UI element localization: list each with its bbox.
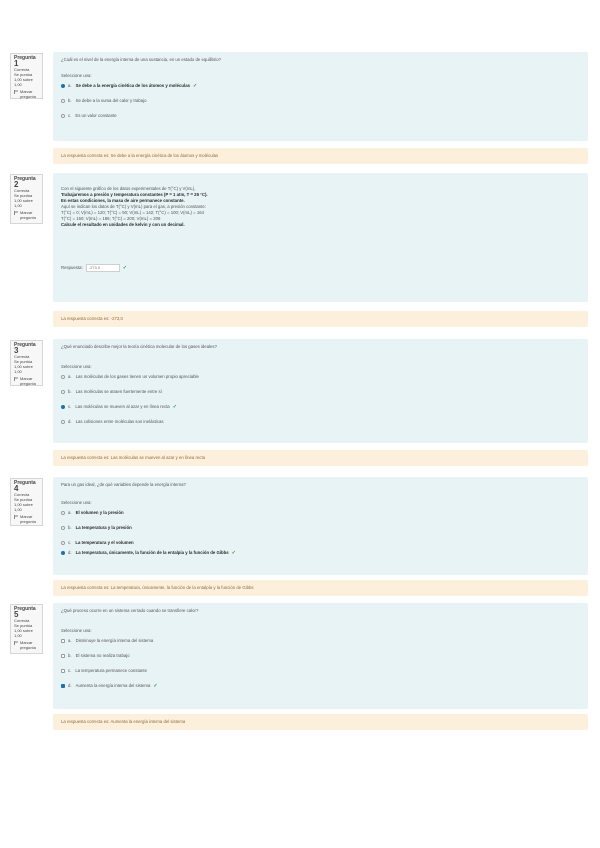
question-content-3 [53, 339, 588, 443]
radio-button[interactable] [61, 405, 65, 409]
question-line: T(°C) = 0; V(mL) = 120; T(°C) = 50; V(mL) = 142; T(°C) = 100; V(mL) = 164 [61, 210, 205, 215]
answer-option-c[interactable]: c. La temperatura y el volumen [61, 540, 580, 546]
question-score: Se puntúa 1,00 sobre 1,00 [14, 72, 33, 87]
flag-question-button[interactable]: Marcar pregunta [14, 640, 39, 650]
answer-option-a[interactable]: a. Disminuye la energía interna del sistema [61, 638, 580, 644]
question-status: Correcta [14, 492, 30, 497]
question-line: Aquí se indican los datos de T(°C) y V(mL) para el gas, a presión constante: [61, 204, 206, 209]
radio-button[interactable] [61, 390, 65, 394]
question-status: Correcta [14, 188, 30, 193]
question-status: Correcta [14, 354, 30, 359]
flag-question-button[interactable]: Marcar pregunta [14, 89, 39, 99]
radio-button[interactable] [61, 551, 65, 555]
question-content-5 [53, 603, 588, 709]
question-number: Pregunta 4 [14, 480, 36, 493]
checkbox[interactable] [61, 639, 65, 643]
answer-option-b[interactable]: b. Las moléculas se atraen fuertemente entre sí [61, 389, 580, 395]
answer-prompt: Seleccione una: [61, 364, 92, 369]
radio-button[interactable] [61, 511, 65, 515]
question-status: Correcta [14, 618, 30, 623]
correct-check-icon: ✓ [231, 550, 236, 556]
correct-check-icon: ✓ [172, 404, 177, 410]
question-line: En estas condiciones, la masa de aire permanece constante. [61, 198, 185, 203]
question-line: T(°C) = 150; V(mL) = 186; T(°C) = 200; V(mL) = 208 [61, 216, 161, 221]
checkbox[interactable] [61, 654, 65, 658]
answer-option-b[interactable]: b. La temperatura y la presión [61, 525, 580, 531]
radio-button[interactable] [61, 526, 65, 530]
question-content-2 [53, 173, 588, 302]
question-content-1 [53, 52, 588, 141]
question-text: Para un gas ideal, ¿de qué variables depende la energía interna? [61, 482, 186, 487]
radio-button[interactable] [61, 99, 65, 103]
question-info-4 [10, 478, 43, 526]
feedback-box-5: La respuesta correcta es: Aumenta la energía interna del sistema [53, 714, 588, 730]
flag-icon [14, 515, 19, 519]
answer-label: Respuesta: [61, 265, 83, 270]
question-info-2 [10, 174, 43, 224]
feedback-box-1: La respuesta correcta es: Se debe a la energía cinética de los átomos y moléculas [53, 148, 588, 164]
answer-prompt: Seleccione una: [61, 628, 92, 633]
answer-prompt: Seleccione una: [61, 73, 92, 78]
radio-button[interactable] [61, 375, 65, 379]
answer-option-a[interactable]: a. Las moléculas de los gases tienen un volumen propio apreciable [61, 374, 580, 380]
answer-option-d[interactable]: d. Aumenta la energía interna del sistema ✓ [61, 683, 580, 689]
answer-prompt: Seleccione una: [61, 500, 92, 505]
question-number: Pregunta 1 [14, 55, 36, 68]
question-number: Pregunta 3 [14, 342, 36, 355]
feedback-box-3: La respuesta correcta es: Las moléculas se mueven al azar y en línea recta [53, 450, 588, 466]
flag-icon [14, 90, 19, 94]
checkbox[interactable] [61, 669, 65, 673]
answer-option-d[interactable]: d. La temperatura, únicamente, la función de la entalpía y la función de Gibbs ✓ [61, 550, 580, 556]
question-content-4 [53, 477, 588, 575]
question-score: Se puntúa 1,00 sobre 1,00 [14, 193, 33, 208]
answer-input[interactable]: -273,0 [86, 264, 120, 272]
flag-icon [14, 211, 19, 215]
answer-option-c[interactable]: c. Las moléculas se mueven al azar y en línea recta ✓ [61, 404, 580, 410]
correct-check-icon: ✓ [153, 683, 158, 689]
question-line: Calcule el resultado en unidades de kelvin y con un decimal. [61, 222, 185, 227]
question-text: ¿Qué proceso ocurre en un sistema cerrado cuando se transfiere calor? [61, 608, 199, 613]
correct-check-icon: ✓ [122, 265, 127, 271]
question-number: Pregunta 2 [14, 176, 36, 189]
flag-question-button[interactable]: Marcar pregunta [14, 210, 39, 220]
feedback-box-2: La respuesta correcta es: -273,0 [53, 311, 588, 327]
flag-icon [14, 377, 19, 381]
question-info-3 [10, 340, 43, 386]
answer-option-a[interactable]: a. Se debe a la energía cinética de los átomos y moléculas ✓ [61, 83, 580, 89]
feedback-box-4: La respuesta correcta es: La temperatura, únicamente, la función de la entalpía y la función de Gibbs [53, 580, 588, 596]
question-status: Correcta [14, 67, 30, 72]
question-score: Se puntúa 1,00 sobre 1,00 [14, 497, 33, 512]
flag-icon [14, 641, 19, 645]
question-info-5 [10, 604, 43, 654]
answer-option-b[interactable]: b. Se debe a la suma del calor y trabajo [61, 98, 580, 104]
checkbox[interactable] [61, 684, 65, 688]
question-text: ¿Cuál es el nivel de la energía interna de una sustancia, en un estado de equilibrio? [61, 57, 222, 62]
answer-option-c[interactable]: c. Es un valor constante [61, 113, 580, 119]
question-score: Se puntúa 1,00 sobre 1,00 [14, 623, 33, 638]
flag-question-button[interactable]: Marcar pregunta [14, 376, 39, 386]
question-number: Pregunta 5 [14, 606, 36, 619]
answer-option-a[interactable]: a. El volumen y la presión [61, 510, 580, 516]
radio-button[interactable] [61, 84, 65, 88]
answer-option-b[interactable]: b. El sistema no realiza trabajo [61, 653, 580, 659]
correct-check-icon: ✓ [193, 83, 198, 89]
question-line: Con el siguiente gráfico de los datos experimentales de T(°C) y V(mL), [61, 186, 196, 191]
flag-question-button[interactable]: Marcar pregunta [14, 514, 39, 524]
radio-button[interactable] [61, 114, 65, 118]
answer-row [61, 264, 580, 272]
question-text: ¿Qué enunciado describe mejor la teoría cinética molecular de los gases ideales? [61, 344, 217, 349]
radio-button[interactable] [61, 420, 65, 424]
answer-option-d[interactable]: d. Las colisiones entre moléculas son inelásticas [61, 419, 580, 425]
question-score: Se puntúa 1,00 sobre 1,00 [14, 359, 33, 374]
radio-button[interactable] [61, 541, 65, 545]
answer-option-c[interactable]: c. La temperatura permanece constante [61, 668, 580, 674]
question-info-1 [10, 53, 43, 99]
question-line: Trabajaremos a presión y temperatura constantes (P = 1 atm, T = 25 °C). [61, 192, 208, 197]
